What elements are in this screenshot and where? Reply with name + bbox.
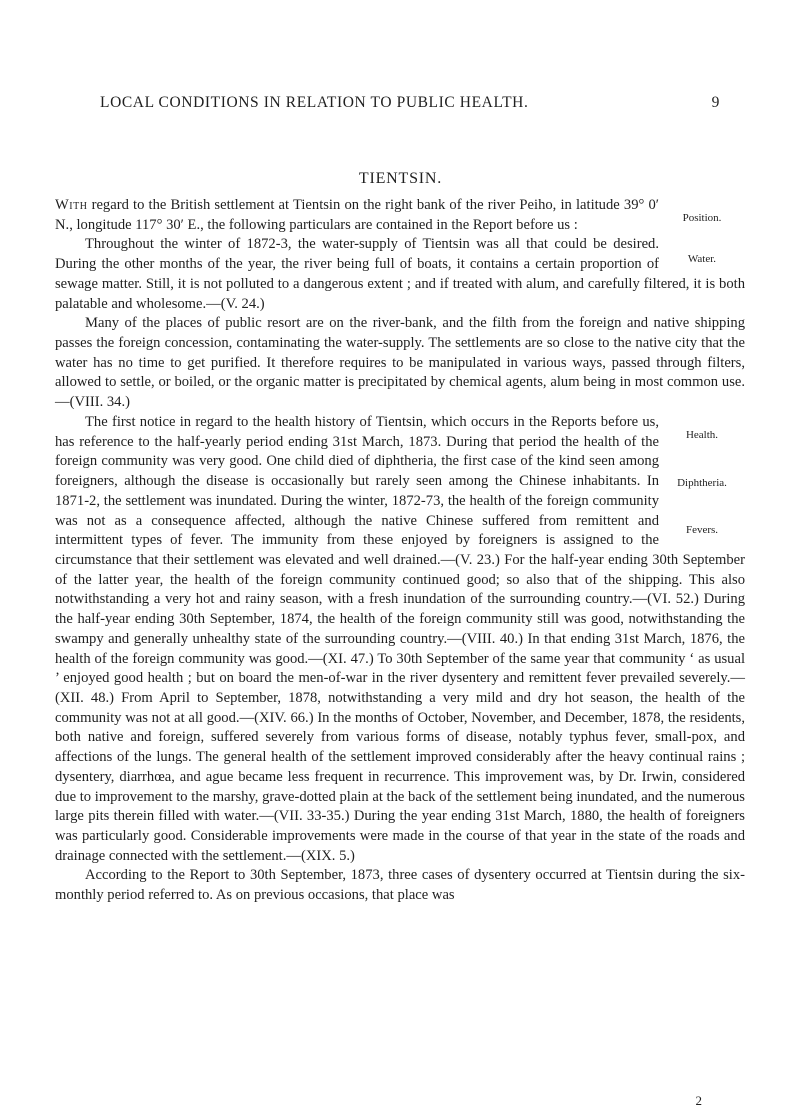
signature-mark: 2 [695,1093,702,1108]
running-head-title: LOCAL CONDITIONS IN RELATION TO PUBLIC HEALTH. [100,94,529,111]
margin-note-position-label: Position. [682,212,722,224]
paragraph-2 [55,235,745,314]
margin-note-diphtheria-label: Diphtheria. [677,476,727,489]
margin-note-position [659,196,745,225]
margin-note-fevers-label: Fevers. [685,523,719,536]
paragraph-4 [55,413,745,867]
paragraph-3-text: Many of the places of public resort are on the river-bank, and the filth from the foreign and native shipping passes the foreign concession, contaminating the water-supply. The settlements are so close to the native city that the water has no time to get purified. It therefore requires to be manipulated in various ways, passed through filters, allowed to settle, or boiled, or the organic matter is precipitated by chemical agents, alum being in most common use.—(VIII. 34.) [55,315,745,411]
paragraph-5 [55,866,745,905]
margin-note-health-label: Health. [685,428,719,441]
paragraph-4-text: The first notice in regard to the health history of Tientsin, which occurs in the Reports before us, has reference to the half-yearly period ending 31st March, 1873. During that period the health of the foreign community was very good. One child died of diphtheria, the first case of the kind seen among foreigners, although the disease is occasionally but rarely seen among the Chinese inhabitants. In 1871-2, the settlement was inundated. During the winter, 1872-73, the health of the foreign community was not as a consequence affected, although the native Chinese suffered from remittent and intermittent types of fever. The immunity from these enjoyed by foreigners is assigned to the circumstance that their settlement was elevated and well drained.—(V. 23.) For the half-year ending 30th September of the latter year, the health of the foreign community continued good; so also that of the shipping. This also notwithstanding a very hot and rainy season, with a fresh inundation of the surrounding country.—(VI. 52.) During the half-year ending 30th September, 1874, the health of the foreign community still was good, notwithstanding the swampy and generally unhealthy state of the surrounding country.—(VIII. 40.) In that ending 31st March, 1876, the health of the foreign community was good.—(XI. 47.) To 30th September of the same year that community ‘ as usual ’ enjoyed good health ; but on board the men-of-war in the river dysentery and remittent fever prevailed severely.—(XII. 48.) From April to September, 1878, notwithstanding a very mild and dry hot season, the health of the community was not at all good.—(XIV. 66.) In the months of October, November, and December, 1878, the residents, both native and foreign, suffered severely from various forms of disease, notably typhus fever, small-pox, and affections of the lungs. The general health of the settlement improved considerably after the heavy continual rains ; dysentery, diarrhœa, and ague became less frequent in recurrence. This improvement was, by Dr. Irwin, considered due to improvement to the marshy, grave-dotted plain at the back of the settlement being inundated, and the numerous large pits therein filled with water.—(VII. 33-35.) During the year ending 31st March, 1880, the health of foreigners was particularly good. Considerable improvements were made in the course of that year in the state of the roads and drainage connected with the settlement.—(XIX. 5.) [55,413,745,864]
margin-note-health [659,413,745,537]
paragraph-3 [55,314,745,413]
margin-note-water [659,235,745,266]
margin-note-water-label: Water. [687,253,717,266]
page-number: 9 [711,94,720,111]
paragraph-1 [55,196,745,235]
body-text [55,196,745,906]
paragraph-1-text: regard to the British settlement at Tientsin on the right bank of the river Peiho, in latitude 39° 0′ N., longitude 117° 30′ E., the following particulars are contained in the Report before us : [55,197,659,233]
paragraph-2-text: Throughout the winter of 1872-3, the water-supply of Tientsin was all that could be desired. During the other months of the year, the river being full of boats, it contains a certain proportion of sewage matter. Still, it is not polluted to a dangerous extent ; and if treated with alum, and carefully filtered, it is both palatable and wholesome.—(V. 24.) [55,236,745,312]
paragraph-1-lead: With [55,197,88,213]
paragraph-5-text: According to the Report to 30th September, 1873, three cases of dysentery occurred at Tientsin during the six-monthly period referred to. As on previous occasions, that place was [55,867,745,904]
section-heading: TIENTSIN. [358,170,443,187]
running-head [100,94,720,112]
